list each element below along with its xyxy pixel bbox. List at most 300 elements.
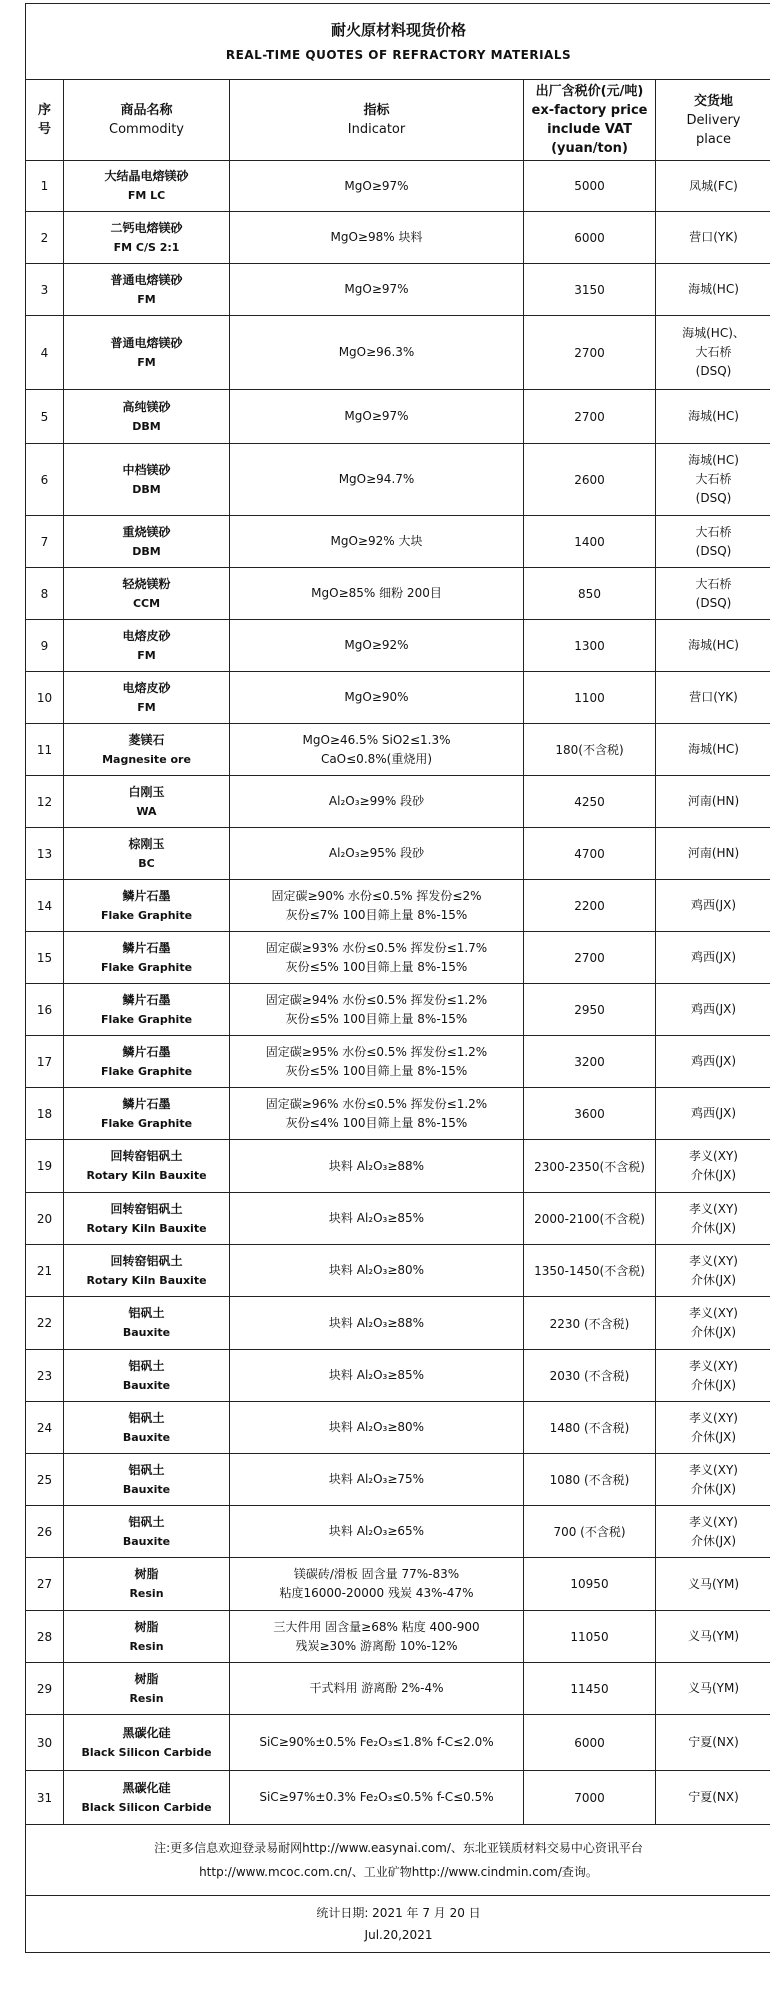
delivery-place-line: 介休(JX) — [690, 1325, 737, 1339]
delivery-place-cell — [656, 620, 770, 672]
table-row — [26, 316, 770, 390]
date-cn: 统计日期: 2021 年 7 月 20 日 — [316, 1906, 481, 1920]
delivery-place-line: 介休(JX) — [690, 1220, 737, 1235]
row-no: 12 — [26, 776, 64, 828]
header-no: 序 号 — [26, 80, 64, 161]
commodity-cn: 二钙电熔镁砂 — [110, 220, 183, 235]
delivery-place-cell — [656, 672, 770, 724]
commodity-en: FM C/S 2:1 — [113, 240, 180, 254]
delivery-place-cell — [656, 316, 770, 390]
delivery-place-line: 介休(JX) — [690, 1429, 737, 1444]
table-row — [26, 1663, 770, 1715]
commodity-cn: 回转窑铝矾土 — [110, 1149, 183, 1163]
row-no: 21 — [26, 1245, 64, 1297]
row-no: 11 — [26, 724, 64, 776]
commodity-en: FM — [137, 292, 156, 306]
row-no: 30 — [26, 1715, 64, 1771]
row-no: 16 — [26, 984, 64, 1036]
table-row — [26, 212, 770, 264]
commodity-cell — [64, 264, 230, 316]
delivery-place-line: (DSQ) — [695, 595, 732, 610]
price-cell: 5000 — [524, 161, 656, 212]
price-cell: 1480 (不含税) — [524, 1402, 656, 1454]
delivery-place-line: 鸡西(JX) — [690, 1106, 737, 1120]
price-cell: 2700 — [524, 316, 656, 390]
commodity-cell — [64, 672, 230, 724]
header-row — [26, 80, 770, 161]
commodity-en: WA — [136, 804, 157, 818]
row-no: 24 — [26, 1402, 64, 1454]
commodity-cell — [64, 1245, 230, 1297]
commodity-cell — [64, 1771, 230, 1825]
indicator-line: 固定碳≥90% 水份≤0.5% 挥发份≤2% — [271, 888, 482, 903]
commodity-cn: 铝矾土 — [128, 1410, 165, 1425]
indicator-cell — [230, 516, 524, 568]
price-cell: 850 — [524, 568, 656, 620]
price-cell: 180(不含税) — [524, 724, 656, 776]
delivery-place-cell — [656, 880, 770, 932]
delivery-place-cell — [656, 568, 770, 620]
indicator-cell — [230, 1611, 524, 1663]
row-no: 25 — [26, 1454, 64, 1506]
commodity-cell — [64, 316, 230, 390]
delivery-place-line: 孝义(XY) — [689, 1410, 738, 1425]
table-row — [26, 880, 770, 932]
indicator-cell — [230, 828, 524, 880]
delivery-place-line: 鸡西(JX) — [690, 1054, 737, 1068]
indicator-line: MgO≥97% — [344, 282, 409, 296]
delivery-place-line: 义马(YM) — [687, 1681, 740, 1695]
delivery-place-cell — [656, 1663, 770, 1715]
commodity-cell — [64, 212, 230, 264]
table-row — [26, 932, 770, 984]
delivery-place-line: 大石桥 — [695, 576, 732, 591]
commodity-cn: 菱镁石 — [128, 732, 165, 747]
commodity-cell — [64, 828, 230, 880]
indicator-line: MgO≥97% — [344, 409, 409, 423]
commodity-cn: 电熔皮砂 — [122, 628, 171, 643]
indicator-line: MgO≥90% — [344, 690, 409, 704]
commodity-cell — [64, 1506, 230, 1558]
commodity-cn: 棕刚玉 — [128, 836, 165, 851]
commodity-cell — [64, 776, 230, 828]
price-cell: 1080 (不含税) — [524, 1454, 656, 1506]
commodity-en: Black Silicon Carbide — [81, 1800, 212, 1814]
indicator-line: MgO≥97% — [344, 178, 409, 193]
delivery-place-line: 河南(HN) — [687, 794, 740, 808]
indicator-line: 固定碳≥95% 水份≤0.5% 挥发份≤1.2% — [265, 1044, 488, 1059]
row-no: 28 — [26, 1611, 64, 1663]
commodity-en: DBM — [132, 482, 161, 496]
indicator-cell — [230, 1663, 524, 1715]
commodity-cn: 鳞片石墨 — [122, 992, 171, 1007]
indicator-cell — [230, 1715, 524, 1771]
row-no: 15 — [26, 932, 64, 984]
row-no: 26 — [26, 1506, 64, 1558]
commodity-en: Bauxite — [122, 1534, 171, 1548]
table-row — [26, 1193, 770, 1245]
delivery-place-line: 海城(HC)、 — [682, 326, 745, 340]
delivery-place-cell — [656, 1088, 770, 1140]
indicator-line: MgO≥46.5% SiO2≤1.3% — [302, 732, 451, 747]
indicator-cell — [230, 1558, 524, 1611]
price-cell: 2950 — [524, 984, 656, 1036]
table-row — [26, 620, 770, 672]
row-no: 6 — [26, 444, 64, 516]
note-line-1: 注:更多信息欢迎登录易耐网http://www.easynai.com/、东北亚镁质材料交易中心资讯平台 — [154, 1841, 643, 1855]
delivery-place-cell — [656, 1771, 770, 1825]
delivery-place-line: 河南(HN) — [687, 846, 740, 860]
price-cell: 2700 — [524, 932, 656, 984]
delivery-place-cell — [656, 724, 770, 776]
row-no: 3 — [26, 264, 64, 316]
row-no: 14 — [26, 880, 64, 932]
indicator-cell — [230, 724, 524, 776]
price-cell: 1100 — [524, 672, 656, 724]
commodity-en: Rotary Kiln Bauxite — [86, 1169, 207, 1182]
commodity-en: Flake Graphite — [100, 1012, 193, 1026]
commodity-en: CCM — [132, 596, 161, 610]
delivery-place-line: 介休(JX) — [690, 1272, 737, 1287]
commodity-en: Resin — [129, 1691, 164, 1705]
commodity-cn: 铝矾土 — [128, 1514, 165, 1529]
delivery-place-line: 介休(JX) — [690, 1533, 737, 1548]
price-rows — [26, 161, 770, 1825]
commodity-en: FM — [137, 648, 156, 662]
indicator-line: Al₂O₃≥95% 段砂 — [328, 846, 425, 860]
table-row — [26, 1454, 770, 1506]
commodity-cn: 高纯镁砂 — [122, 399, 171, 414]
commodity-cell — [64, 1350, 230, 1402]
row-no: 19 — [26, 1140, 64, 1193]
indicator-cell — [230, 1350, 524, 1402]
price-cell: 4250 — [524, 776, 656, 828]
indicator-cell — [230, 1771, 524, 1825]
commodity-cn: 中档镁砂 — [122, 462, 171, 477]
commodity-cn: 回转窑铝矾土 — [110, 1201, 183, 1216]
price-cell: 3600 — [524, 1088, 656, 1140]
commodity-cn: 鳞片石墨 — [122, 1044, 171, 1059]
commodity-en: Rotary Kiln Bauxite — [86, 1273, 207, 1287]
header-price: 出厂含税价(元/吨) ex-factory price include VAT (yuan/ton) — [524, 80, 656, 161]
row-no: 29 — [26, 1663, 64, 1715]
delivery-place-cell — [656, 516, 770, 568]
title-en: REAL-TIME QUOTES OF REFRACTORY MATERIALS — [225, 47, 572, 62]
delivery-place-line: 义马(YM) — [687, 1576, 740, 1591]
delivery-place-cell — [656, 161, 770, 212]
indicator-cell — [230, 1036, 524, 1088]
delivery-place-line: 介休(JX) — [690, 1377, 737, 1392]
delivery-place-cell — [656, 1611, 770, 1663]
indicator-cell — [230, 212, 524, 264]
commodity-en: Flake Graphite — [100, 1116, 193, 1130]
delivery-place-line: 孝义(XY) — [689, 1253, 738, 1268]
table-row — [26, 1715, 770, 1771]
delivery-place-line: 宁夏(NX) — [688, 1790, 739, 1804]
indicator-cell — [230, 390, 524, 444]
indicator-line: 固定碳≥96% 水份≤0.5% 挥发份≤1.2% — [265, 1096, 488, 1111]
delivery-place-cell — [656, 1297, 770, 1350]
indicator-line: 灰份≤4% 100目筛上量 8%-15% — [285, 1115, 468, 1130]
commodity-en: Resin — [129, 1639, 164, 1653]
indicator-line: 块料 Al₂O₃≥80% — [328, 1263, 425, 1277]
price-cell: 2200 — [524, 880, 656, 932]
indicator-line: 镁碳砖/滑板 固含量 77%-83% — [293, 1567, 460, 1581]
delivery-place-cell — [656, 932, 770, 984]
indicator-line: 粘度16000-20000 残炭 43%-47% — [279, 1586, 474, 1600]
header-commodity: 商品名称 Commodity — [64, 80, 230, 161]
price-cell: 6000 — [524, 212, 656, 264]
indicator-line: MgO≥96.3% — [338, 345, 415, 359]
indicator-line: SiC≥90%±0.5% Fe₂O₃≤1.8% f-C≤2.0% — [259, 1735, 494, 1749]
indicator-line: MgO≥92% 大块 — [330, 534, 423, 548]
commodity-cell — [64, 568, 230, 620]
commodity-cell — [64, 516, 230, 568]
table-row — [26, 1402, 770, 1454]
note-row — [26, 1825, 770, 1896]
delivery-place-cell — [656, 1036, 770, 1088]
delivery-place-cell — [656, 1402, 770, 1454]
indicator-line: SiC≥97%±0.3% Fe₂O₃≤0.5% f-C≤0.5% — [259, 1790, 494, 1804]
indicator-line: MgO≥94.7% — [338, 472, 415, 486]
commodity-cell — [64, 1297, 230, 1350]
commodity-cell — [64, 620, 230, 672]
commodity-cn: 普通电熔镁砂 — [110, 335, 183, 350]
price-cell: 1400 — [524, 516, 656, 568]
indicator-line: MgO≥85% 细粉 200目 — [311, 586, 442, 600]
delivery-place-line: 海城(HC) — [688, 409, 739, 423]
indicator-cell — [230, 316, 524, 390]
commodity-cn: 树脂 — [134, 1671, 159, 1686]
delivery-place-line: (DSQ) — [695, 543, 732, 558]
delivery-place-line: 营口(YK) — [689, 690, 738, 704]
indicator-line: 三大件用 固含量≥68% 粘度 400-900 — [273, 1619, 480, 1634]
table-row — [26, 1088, 770, 1140]
commodity-cn: 鳞片石墨 — [122, 1096, 171, 1111]
indicator-cell — [230, 1193, 524, 1245]
table-row — [26, 1140, 770, 1193]
commodity-en: Flake Graphite — [100, 960, 193, 974]
indicator-cell — [230, 1454, 524, 1506]
commodity-cell — [64, 1454, 230, 1506]
indicator-line: 块料 Al₂O₃≥85% — [328, 1368, 425, 1382]
indicator-cell — [230, 776, 524, 828]
delivery-place-cell — [656, 390, 770, 444]
delivery-place-cell — [656, 776, 770, 828]
delivery-place-line: 营口(YK) — [689, 230, 738, 244]
price-cell: 2600 — [524, 444, 656, 516]
indicator-line: 块料 Al₂O₃≥88% — [328, 1158, 425, 1173]
commodity-cn: 铝矾土 — [128, 1462, 165, 1477]
price-cell: 4700 — [524, 828, 656, 880]
delivery-place-line: 大石桥 — [695, 524, 732, 539]
commodity-cell — [64, 1036, 230, 1088]
delivery-place-cell — [656, 212, 770, 264]
price-cell: 2000-2100(不含税) — [524, 1193, 656, 1245]
row-no: 7 — [26, 516, 64, 568]
commodity-en: Bauxite — [122, 1378, 171, 1392]
row-no: 1 — [26, 161, 64, 212]
row-no: 8 — [26, 568, 64, 620]
delivery-place-line: 孝义(XY) — [689, 1358, 738, 1373]
row-no: 2 — [26, 212, 64, 264]
indicator-cell — [230, 672, 524, 724]
delivery-place-cell — [656, 1506, 770, 1558]
row-no: 4 — [26, 316, 64, 390]
header-place: 交货地 Delivery place — [656, 80, 770, 161]
delivery-place-cell — [656, 1558, 770, 1611]
price-table — [25, 3, 770, 1953]
delivery-place-line: 义马(YM) — [687, 1629, 740, 1643]
indicator-cell — [230, 984, 524, 1036]
commodity-cell — [64, 880, 230, 932]
date-row — [26, 1896, 770, 1953]
commodity-cell — [64, 984, 230, 1036]
note-line-2: http://www.mcoc.com.cn/、工业矿物http://www.cindmin.com/查询。 — [199, 1865, 598, 1879]
row-no: 27 — [26, 1558, 64, 1611]
commodity-cn: 铝矾土 — [128, 1358, 165, 1373]
commodity-cell — [64, 1140, 230, 1193]
table-row — [26, 1506, 770, 1558]
delivery-place-cell — [656, 444, 770, 516]
delivery-place-cell — [656, 984, 770, 1036]
delivery-place-cell — [656, 1245, 770, 1297]
row-no: 22 — [26, 1297, 64, 1350]
commodity-cn: 轻烧镁粉 — [122, 576, 171, 591]
commodity-cell — [64, 1663, 230, 1715]
table-row — [26, 444, 770, 516]
price-cell: 7000 — [524, 1771, 656, 1825]
indicator-line: MgO≥92% — [344, 638, 409, 652]
delivery-place-cell — [656, 1715, 770, 1771]
commodity-cell — [64, 390, 230, 444]
table-row — [26, 568, 770, 620]
indicator-line: 灰份≤5% 100目筛上量 8%-15% — [285, 1063, 468, 1078]
indicator-cell — [230, 1245, 524, 1297]
row-no: 31 — [26, 1771, 64, 1825]
delivery-place-cell — [656, 828, 770, 880]
indicator-cell — [230, 444, 524, 516]
row-no: 20 — [26, 1193, 64, 1245]
delivery-place-line: 海城(HC) — [688, 742, 739, 756]
table-row — [26, 390, 770, 444]
row-no: 5 — [26, 390, 64, 444]
indicator-cell — [230, 161, 524, 212]
table-row — [26, 161, 770, 212]
row-no: 17 — [26, 1036, 64, 1088]
indicator-line: 块料 Al₂O₃≥75% — [328, 1472, 425, 1486]
delivery-place-line: (DSQ) — [695, 491, 732, 505]
commodity-en: Bauxite — [122, 1326, 171, 1339]
commodity-cell — [64, 1193, 230, 1245]
commodity-cell — [64, 1402, 230, 1454]
price-cell: 6000 — [524, 1715, 656, 1771]
commodity-en: Bauxite — [122, 1430, 171, 1444]
indicator-cell — [230, 1088, 524, 1140]
table-row — [26, 724, 770, 776]
delivery-place-cell — [656, 1350, 770, 1402]
delivery-place-line: 海城(HC) — [688, 638, 739, 652]
commodity-en: Black Silicon Carbide — [81, 1745, 212, 1759]
delivery-place-line: 孝义(XY) — [689, 1201, 738, 1216]
indicator-line: 灰份≤5% 100目筛上量 8%-15% — [285, 959, 468, 974]
price-cell: 2230 (不含税) — [524, 1297, 656, 1350]
indicator-line: 灰份≤5% 100目筛上量 8%-15% — [285, 1011, 468, 1026]
delivery-place-line: 海城(HC) — [688, 453, 739, 467]
price-cell: 2700 — [524, 390, 656, 444]
delivery-place-line: 鸡西(JX) — [690, 1002, 737, 1016]
commodity-en: Resin — [129, 1587, 164, 1600]
delivery-place-line: 介休(JX) — [690, 1168, 737, 1182]
commodity-cell — [64, 444, 230, 516]
header-indicator: 指标 Indicator — [230, 80, 524, 161]
indicator-cell — [230, 568, 524, 620]
indicator-cell — [230, 880, 524, 932]
table-row — [26, 1297, 770, 1350]
price-cell: 3200 — [524, 1036, 656, 1088]
indicator-line: 固定碳≥94% 水份≤0.5% 挥发份≤1.2% — [265, 992, 488, 1007]
indicator-cell — [230, 932, 524, 984]
price-sheet — [25, 3, 770, 2012]
commodity-cn: 大结晶电熔镁砂 — [104, 169, 189, 183]
price-cell: 1300 — [524, 620, 656, 672]
commodity-en: FM — [137, 700, 156, 714]
delivery-place-line: 孝义(XY) — [689, 1306, 738, 1320]
price-cell: 3150 — [524, 264, 656, 316]
commodity-cn: 树脂 — [134, 1619, 159, 1634]
date-en: Jul.20,2021 — [364, 1928, 433, 1942]
commodity-cn: 黑碳化硅 — [122, 1725, 171, 1740]
delivery-place-cell — [656, 1140, 770, 1193]
indicator-line: 块料 Al₂O₃≥80% — [328, 1420, 425, 1434]
price-cell: 11050 — [524, 1611, 656, 1663]
commodity-en: Rotary Kiln Bauxite — [86, 1221, 207, 1235]
commodity-en: DBM — [132, 419, 161, 433]
delivery-place-line: (DSQ) — [695, 364, 732, 378]
commodity-cn: 鳞片石墨 — [122, 940, 171, 955]
table-row — [26, 672, 770, 724]
delivery-place-cell — [656, 264, 770, 316]
note — [26, 1825, 770, 1896]
commodity-en: Bauxite — [122, 1482, 171, 1496]
indicator-line: 块料 Al₂O₃≥65% — [328, 1524, 425, 1538]
commodity-cn: 树脂 — [134, 1567, 159, 1581]
commodity-en: FM — [137, 355, 156, 369]
indicator-cell — [230, 1402, 524, 1454]
indicator-line: 固定碳≥93% 水份≤0.5% 挥发份≤1.7% — [265, 940, 488, 955]
table-row — [26, 1771, 770, 1825]
commodity-cell — [64, 1715, 230, 1771]
table-row — [26, 776, 770, 828]
commodity-en: DBM — [132, 544, 161, 558]
delivery-place-line: 孝义(XY) — [689, 1514, 738, 1529]
indicator-line: 残炭≥30% 游离酚 10%-12% — [295, 1638, 458, 1653]
indicator-line: 干式料用 游离酚 2%-4% — [309, 1681, 444, 1695]
row-no: 10 — [26, 672, 64, 724]
commodity-cn: 铝矾土 — [128, 1306, 165, 1320]
commodity-en: Flake Graphite — [100, 1064, 193, 1078]
table-row — [26, 984, 770, 1036]
stat-date — [26, 1896, 770, 1953]
table-row — [26, 1245, 770, 1297]
indicator-line: MgO≥98% 块料 — [330, 230, 423, 244]
delivery-place-line: 鸡西(JX) — [690, 950, 737, 964]
commodity-cn: 重烧镁砂 — [122, 524, 171, 539]
delivery-place-line: 鸡西(JX) — [690, 898, 737, 912]
commodity-cell — [64, 1558, 230, 1611]
indicator-line: 灰份≤7% 100目筛上量 8%-15% — [285, 907, 468, 922]
price-cell: 1350-1450(不含税) — [524, 1245, 656, 1297]
